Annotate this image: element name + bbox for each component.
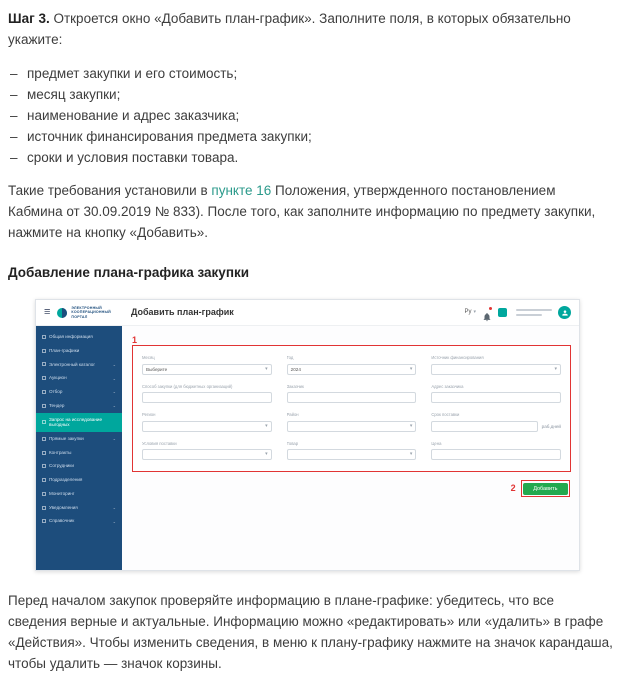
chevron-down-icon: ▾ — [473, 309, 476, 316]
delivery-conditions-select[interactable] — [142, 449, 272, 460]
list-item: – предмет закупки и его стоимость; — [10, 64, 613, 85]
region-select[interactable] — [142, 421, 272, 432]
list-item: – источник финансирования предмета закупки; — [10, 127, 613, 148]
sidebar-item-selection[interactable]: Отбор ⌄ — [36, 385, 122, 399]
menu-icon — [42, 420, 46, 424]
menu-icon — [42, 437, 46, 441]
chevron-down-icon: ▾ — [554, 365, 557, 372]
logo-text: ЭЛЕКТРОННЫЙ КООПЕРАЦИОННЫЙ ПОРТАЛ — [71, 305, 111, 319]
chevron-down-icon: ▾ — [265, 365, 268, 372]
point-16-link[interactable]: пункте 16 — [211, 183, 272, 199]
notification-badge — [489, 307, 493, 311]
menu-icon — [42, 492, 46, 496]
field-label: Адрес заказчика — [431, 383, 464, 389]
form-field — [142, 384, 272, 404]
menu-icon — [42, 464, 46, 468]
step-paragraph — [8, 9, 613, 51]
field-value: 2024 — [290, 366, 301, 372]
chevron-down-icon: ⌄ — [112, 403, 116, 409]
chevron-down-icon: ▾ — [409, 422, 413, 429]
district-select[interactable] — [287, 421, 417, 432]
hamburger-menu-icon[interactable]: ≡ — [44, 306, 51, 319]
field-label: Срок поставки — [431, 412, 460, 418]
account-info — [516, 309, 552, 317]
sidebar-item-plan-schedule[interactable]: План-графики — [36, 344, 122, 358]
field-label: Условия поставки — [142, 440, 177, 446]
sidebar — [36, 326, 122, 570]
form-field — [431, 412, 561, 432]
person-icon — [561, 309, 569, 317]
menu-icon — [42, 376, 46, 380]
field-label: Заказчик — [286, 383, 304, 389]
field-value: Выберите — [146, 366, 168, 372]
working-days-suffix: раб.дней — [541, 423, 561, 429]
annotation-1: 1 — [132, 335, 138, 346]
annotated-form-region — [132, 335, 571, 472]
form-area — [122, 326, 579, 570]
requirements-list — [10, 64, 613, 169]
menu-icon — [42, 506, 46, 510]
delivery-term-input[interactable] — [431, 421, 537, 432]
user-avatar[interactable] — [558, 306, 571, 319]
customer-input[interactable] — [287, 392, 417, 403]
chevron-down-icon: ▾ — [265, 422, 268, 429]
month-select[interactable] — [142, 364, 272, 375]
paragraph-text: Положения, утвержденного постановлением Кабмина от 30.09.2019 № 833). После того, как заполните информацию по предмету закупки, нажмите на кнопку «Добавить». — [8, 183, 596, 241]
chevron-down-icon: ▾ — [409, 365, 413, 372]
sidebar-item-monitoring[interactable]: Мониторинг — [36, 487, 122, 501]
field-label: Товар — [286, 440, 299, 446]
menu-icon — [42, 362, 46, 366]
year-select[interactable] — [287, 364, 417, 375]
sidebar-item-direct-purchases[interactable]: Прямые закупки ⌄ — [36, 432, 122, 446]
product-select[interactable] — [287, 449, 417, 460]
form-field — [142, 355, 272, 375]
form-field — [142, 412, 272, 432]
plan-schedule-form — [142, 355, 561, 460]
menu-icon — [42, 478, 46, 482]
list-item: – месяц закупки; — [10, 85, 613, 106]
list-item: – наименование и адрес заказчика; — [10, 106, 613, 127]
form-field — [287, 441, 417, 461]
chevron-down-icon: ⌄ — [112, 518, 116, 524]
portal-window — [35, 299, 580, 571]
list-item: – сроки и условия поставки товара. — [10, 148, 613, 169]
menu-icon — [42, 519, 46, 523]
field-label: Район — [286, 412, 299, 418]
sidebar-item-contracts[interactable]: Контракты — [36, 446, 122, 460]
field-label: Цена — [431, 440, 442, 446]
screenshot-figure — [35, 299, 613, 571]
annotation-box — [521, 480, 570, 497]
page-title: Добавить план-график — [130, 306, 234, 317]
menu-icon — [42, 335, 46, 339]
sidebar-item-directory[interactable]: Справочник ⌄ — [36, 514, 122, 528]
chevron-down-icon: ▾ — [265, 451, 268, 458]
chevron-down-icon: ▾ — [409, 451, 413, 458]
annotation-2: 2 — [510, 482, 516, 493]
figure-caption: Добавление плана-графика закупки — [8, 265, 250, 281]
closing-paragraph: Перед началом закупок проверяйте информацию в плане-графике: убедитесь, что все сведения верные и актуальные. Информацию можно «редактировать» или «удалить» в графе «Действия». Чтобы изменить сведения, в меню к плану-графику нажмите на значок карандаша, чтобы удалить — значок корзины. — [8, 593, 613, 671]
menu-icon — [42, 404, 46, 408]
form-field — [142, 441, 272, 461]
funding-source-select[interactable] — [431, 364, 561, 375]
field-label: Год — [286, 355, 294, 361]
procurement-method-input[interactable] — [142, 392, 272, 403]
step-label: Шаг 3. — [8, 11, 50, 26]
form-field — [287, 355, 417, 375]
paragraph-text: Такие требования установили в — [8, 183, 212, 199]
form-field — [287, 384, 417, 404]
field-label: Источник финансирования — [431, 355, 484, 361]
portal-header — [36, 300, 579, 326]
sidebar-item-employees[interactable]: Сотрудники — [36, 459, 122, 473]
form-actions — [132, 480, 571, 497]
field-label: Способ закупки (для бюджетных организаций) — [142, 383, 233, 389]
language-selector[interactable]: Ру ▾ — [464, 308, 476, 316]
customer-address-input[interactable] — [431, 392, 561, 403]
sidebar-item-notifications[interactable]: Уведомления ⌄ — [36, 501, 122, 515]
field-label: Регион — [142, 412, 156, 418]
sidebar-item-general-info[interactable]: Общая информация — [36, 330, 122, 344]
form-field — [431, 384, 561, 404]
form-field — [287, 412, 417, 432]
form-field — [431, 355, 561, 375]
menu-icon — [42, 390, 46, 394]
sidebar-item-auction[interactable]: Аукцион ⌄ — [36, 371, 122, 385]
portal-logo — [56, 306, 111, 320]
menu-icon — [42, 451, 46, 455]
sidebar-item-departments[interactable]: Подразделения — [36, 473, 122, 487]
regulation-paragraph — [8, 181, 613, 244]
apps-icon[interactable] — [498, 308, 507, 317]
step-text: Откроется окно «Добавить план-график». Заполните поля, в которых обязательно укажите: — [8, 11, 571, 47]
field-label: Месяц — [142, 355, 155, 361]
chevron-down-icon: ⌄ — [112, 389, 116, 395]
form-field — [431, 441, 561, 461]
chevron-down-icon: ⌄ — [112, 505, 116, 511]
menu-icon — [42, 349, 46, 353]
add-button[interactable]: Добавить — [523, 483, 567, 495]
notifications-bell-icon[interactable] — [482, 308, 492, 318]
chevron-down-icon: ⌄ — [112, 375, 116, 381]
sidebar-item-research-request[interactable]: Запрос на исследование выгодных — [36, 413, 122, 432]
logo-icon — [56, 307, 68, 319]
portal-body — [36, 326, 579, 570]
sidebar-item-tender[interactable]: Тендер ⌄ — [36, 399, 122, 413]
price-input[interactable] — [431, 449, 561, 460]
chevron-down-icon: ⌄ — [112, 436, 116, 442]
chevron-down-icon: ⌄ — [112, 361, 116, 367]
sidebar-item-e-catalog[interactable]: Электронный каталог ⌄ — [36, 358, 122, 372]
